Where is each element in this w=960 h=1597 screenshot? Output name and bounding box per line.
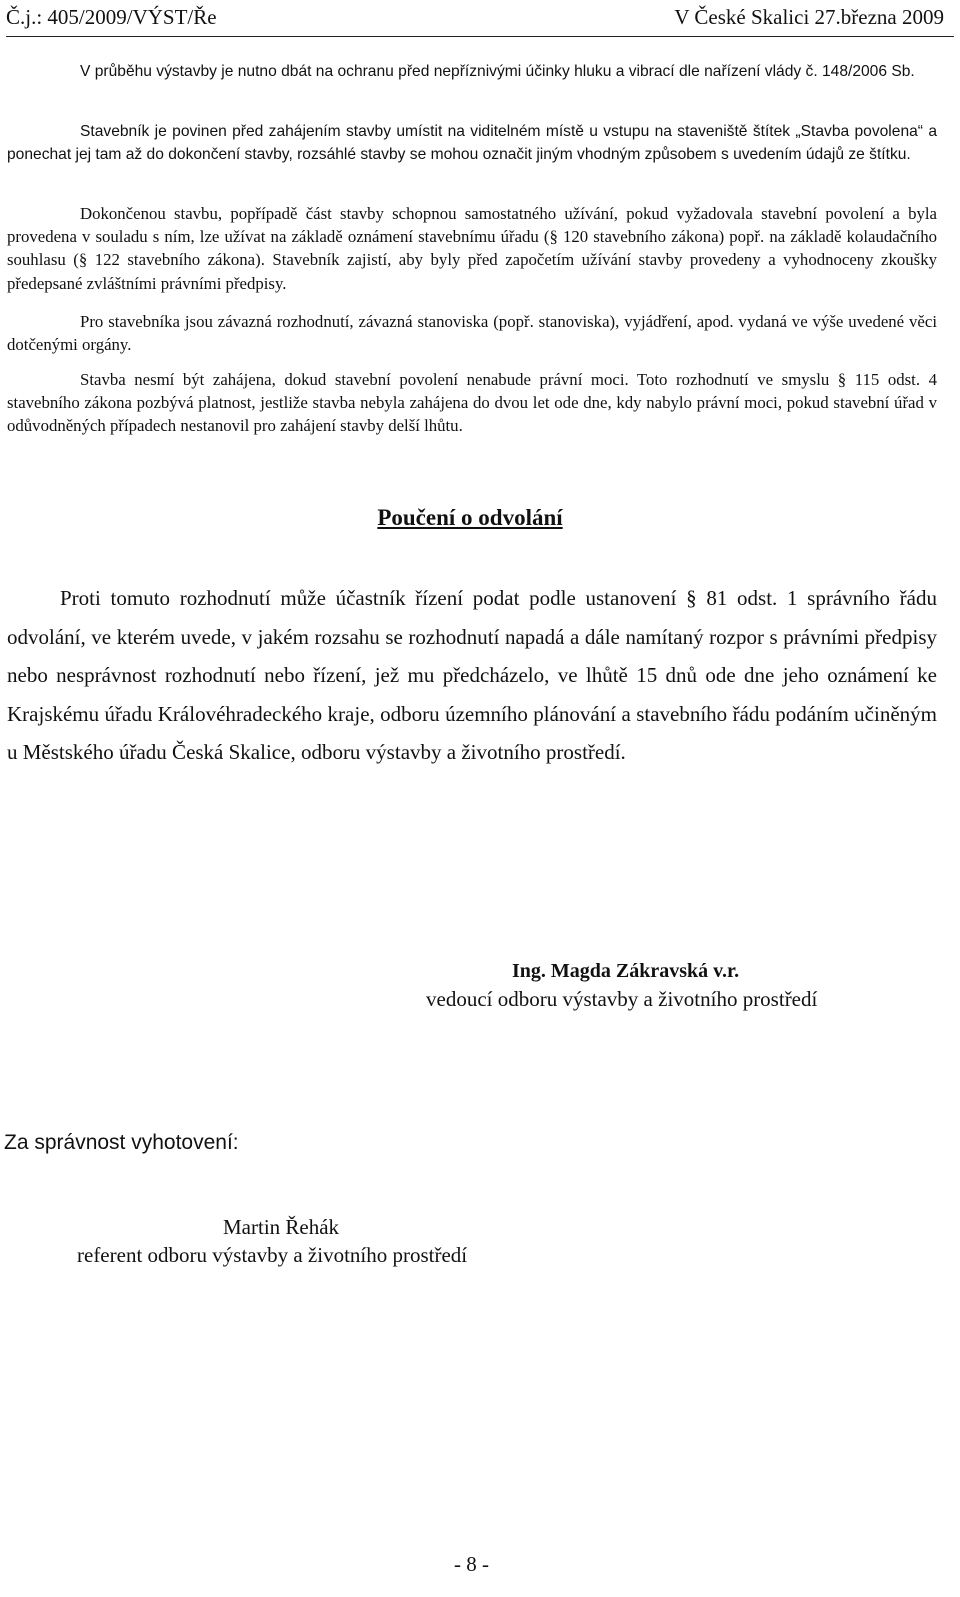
- paragraph-site-sign: Stavebník je povinen před zahájením stavby umístit na viditelném místě u vstupu na staveniště štítek „Stavba povolena“ a ponechat jej tam až do dokončení stavby, rozsáhlé stavby se mohou označit jiným vhodným způsobem s uvedením údajů ze štítku.: [7, 123, 937, 164]
- signatory-name: Ing. Magda Zákravská v.r.: [512, 960, 740, 982]
- page-number: - 8 -: [454, 1552, 489, 1576]
- copy-check-name: Martin Řehák: [223, 1215, 340, 1239]
- appeal-text: Proti tomuto rozhodnutí může účastník řízení podat podle ustanovení § 81 odst. 1 správního řádu odvolání, ve kterém uvede, v jakém rozsahu se rozhodnutí napadá a dále namítaný rozpor s právními předpisy nebo nesprávnost rozhodnutí nebo řízení, jež mu předcházelo, ve lhůtě 15 dnů ode dne jeho oznámení ke Krajskému úřadu Královéhradeckého kraje, odboru územního plánování a stavebního řádu podáním učiněným u Městského úřadu Česká Skalice, odboru výstavby a životního prostředí.: [7, 586, 937, 765]
- reference-number: Č.j.: 405/2009/VÝST/Ře: [6, 5, 217, 29]
- copy-check-role: referent odboru výstavby a životního prostředí: [77, 1243, 468, 1267]
- paragraph-validity: Stavba nesmí být zahájena, dokud stavební povolení nenabude právní moci. Toto rozhodnutí ve smyslu § 115 odst. 4 stavebního zákona pozbývá platnost, jestliže stavba nebyla zahájena do dvou let ode dne, kdy nabylo právní moci, pokud stavební úřad v odůvodněných případech nestanovil pro zahájení stavby delší lhůtu.: [7, 370, 937, 436]
- paragraph-binding-decisions: Pro stavebníka jsou závazná rozhodnutí, závazná stanoviska (popř. stanoviska), vyjádření, apod. vydaná ve výše uvedené věci dotčenými orgány.: [7, 312, 937, 355]
- signatory-role: vedoucí odboru výstavby a životního prostředí: [426, 987, 818, 1011]
- paragraph-completed-building: Dokončenou stavbu, popřípadě část stavby schopnou samostatného užívání, pokud vyžadovala stavební povolení a byla provedena v souladu s ním, lze užívat na základě oznámení stavebnímu úřadu (§ 120 stavebního zákona) popř. na základě kolaudačního souhlasu (§ 122 stavebního zákona). Stavebník zajistí, aby byly před započetím užívání stavby provedeny a vyhodnoceny zkoušky předepsané zvláštními právními předpisy.: [7, 204, 937, 293]
- paragraph-noise: V průběhu výstavby je nutno dbát na ochranu před nepříznivými účinky hluku a vibrací dle nařízení vlády č. 148/2006 Sb.: [80, 63, 915, 80]
- appeal-heading: Poučení o odvolání: [377, 505, 563, 530]
- copy-check-label: Za správnost vyhotovení:: [4, 1131, 239, 1154]
- place-and-date: V České Skalici 27.března 2009: [674, 5, 944, 29]
- document-header: [6, 0, 954, 37]
